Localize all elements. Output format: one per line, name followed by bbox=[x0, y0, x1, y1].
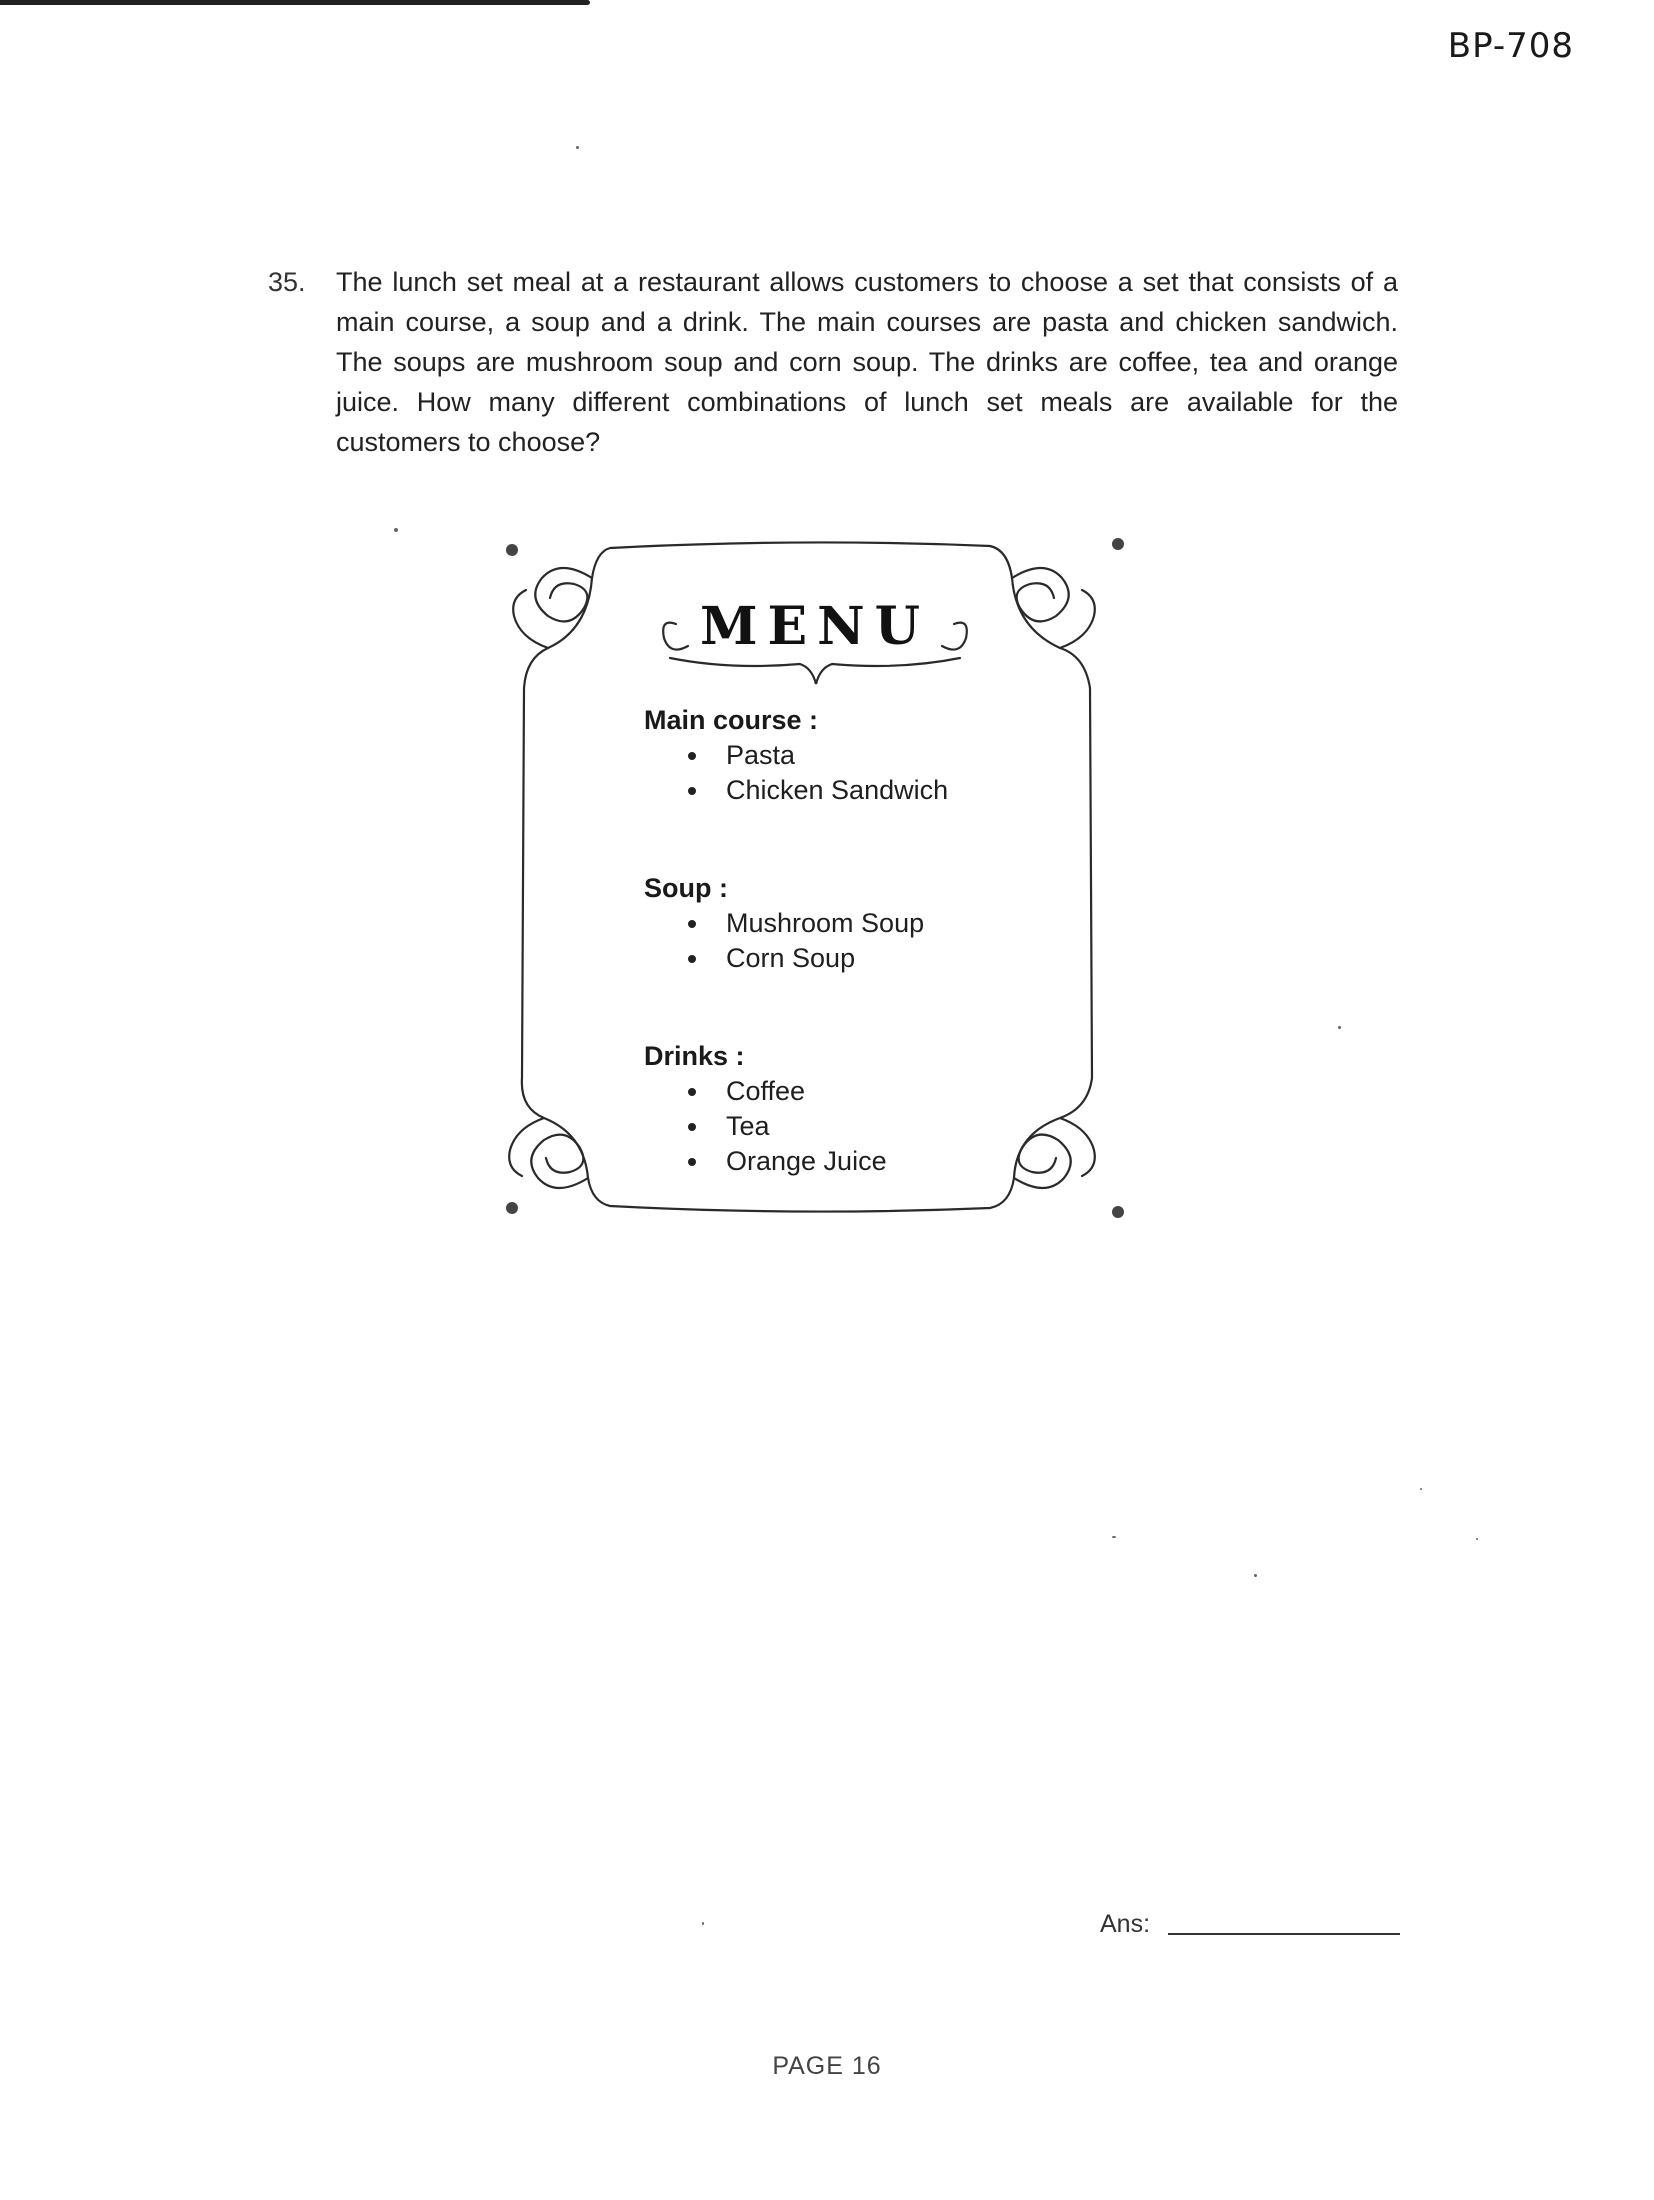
answer-field bbox=[1100, 1910, 1400, 1939]
menu-section-main-course bbox=[644, 702, 1064, 808]
menu-list bbox=[644, 906, 1064, 976]
menu-title: MENU bbox=[699, 596, 931, 657]
scan-speck bbox=[1476, 1538, 1478, 1540]
list-item bbox=[688, 1109, 1064, 1144]
bullet-icon bbox=[688, 752, 696, 760]
bullet-icon bbox=[688, 1158, 696, 1166]
menu-body bbox=[644, 702, 1064, 1179]
menu-card bbox=[500, 538, 1130, 1218]
scan-speck bbox=[702, 1922, 704, 1925]
menu-item-label: Pasta bbox=[726, 740, 796, 770]
scan-speck bbox=[1420, 1488, 1422, 1490]
question-number: 35. bbox=[268, 267, 306, 297]
scan-speck bbox=[1254, 1574, 1257, 1577]
scan-speck bbox=[1338, 1026, 1341, 1029]
question-text: The lunch set meal at a restaurant allows customers to choose a set that consists of a main course, a soup and a drink. The main courses are pasta and chicken sandwich. The soups are mushroom soup and corn soup. The drinks are coffee, tea and orange juice. How many different combinations of lunch set meals are available for the customers to choose? bbox=[336, 267, 1398, 457]
menu-heading: Drinks : bbox=[644, 1041, 745, 1071]
menu-item-label: Corn Soup bbox=[726, 943, 856, 973]
menu-item-label: Tea bbox=[726, 1111, 770, 1141]
bullet-icon bbox=[688, 1123, 696, 1131]
menu-list bbox=[644, 1074, 1064, 1179]
list-item bbox=[688, 1074, 1064, 1109]
question-35 bbox=[268, 262, 1398, 462]
menu-heading: Main course : bbox=[644, 705, 819, 735]
bullet-icon bbox=[688, 787, 696, 795]
answer-blank-line[interactable] bbox=[1168, 1933, 1400, 1935]
menu-item-label: Mushroom Soup bbox=[726, 908, 925, 938]
menu-section-soup bbox=[644, 870, 1064, 976]
page-number: PAGE 16 bbox=[772, 2052, 882, 2080]
menu-item-label: Coffee bbox=[726, 1076, 806, 1106]
list-item bbox=[688, 941, 1064, 976]
menu-item-label: Chicken Sandwich bbox=[726, 775, 949, 805]
menu-heading: Soup : bbox=[644, 873, 728, 903]
bullet-icon bbox=[688, 920, 696, 928]
list-item bbox=[688, 738, 1064, 773]
scan-speck bbox=[576, 146, 579, 149]
document-code: BP-708 bbox=[1447, 26, 1574, 66]
menu-section-drinks bbox=[644, 1038, 1064, 1179]
list-item bbox=[688, 906, 1064, 941]
bullet-icon bbox=[688, 1088, 696, 1096]
top-rule bbox=[0, 0, 590, 5]
menu-list bbox=[644, 738, 1064, 808]
list-item bbox=[688, 1144, 1064, 1179]
list-item bbox=[688, 773, 1064, 808]
answer-label: Ans: bbox=[1100, 1910, 1151, 1938]
scan-speck bbox=[1112, 1536, 1116, 1538]
bullet-icon bbox=[688, 955, 696, 963]
scan-speck bbox=[394, 528, 398, 532]
menu-item-label: Orange Juice bbox=[726, 1146, 887, 1176]
